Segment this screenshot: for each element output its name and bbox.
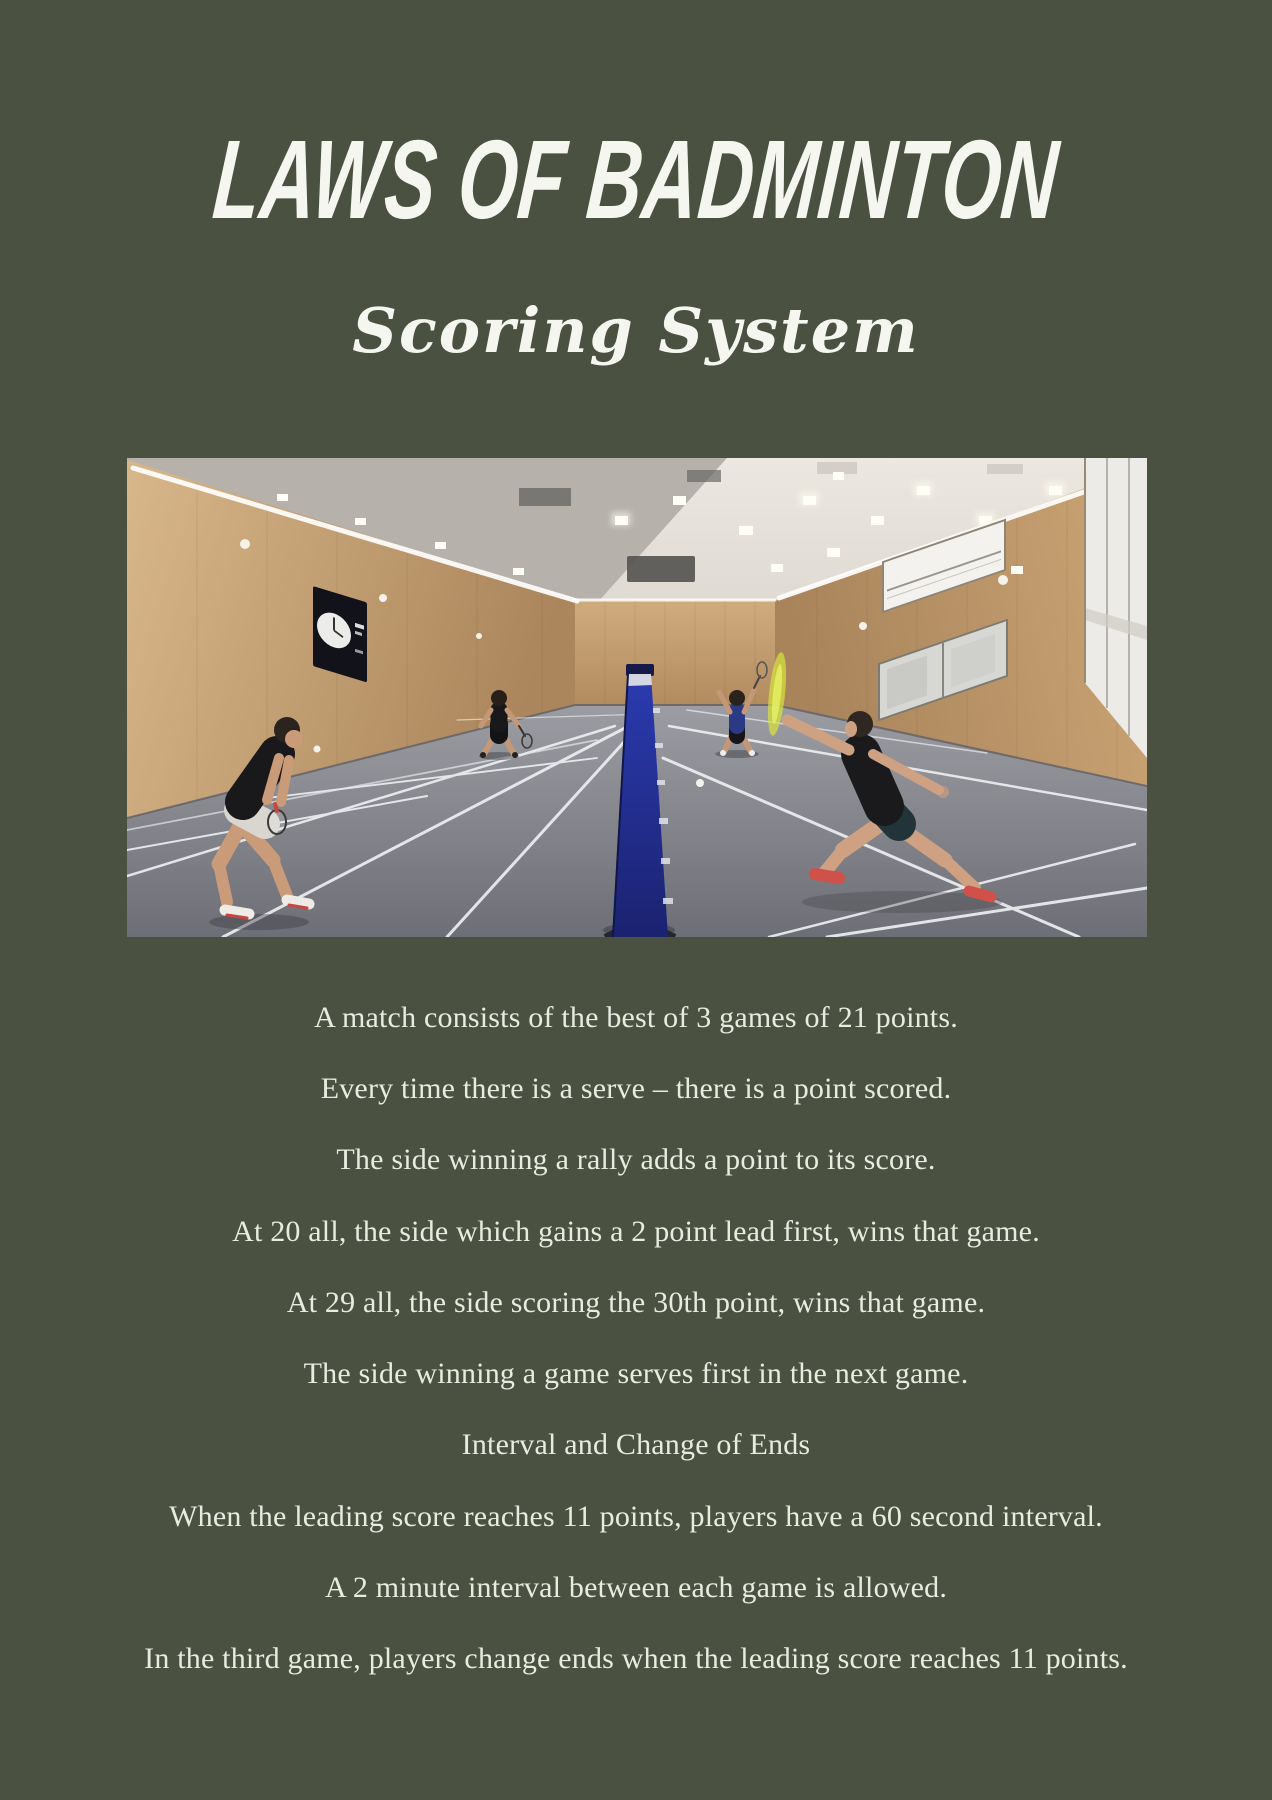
rule-line: At 29 all, the side scoring the 30th point, wins that game.	[286, 1285, 986, 1319]
rule-line: The side winning a rally adds a point to its score.	[336, 1143, 936, 1177]
page-subtitle: Scoring System	[352, 294, 920, 367]
ceiling-vent	[627, 556, 695, 582]
badminton-court-photo	[127, 458, 1147, 937]
page-title: LAWS OF BADMINTON	[208, 117, 1064, 242]
rule-line: Interval and Change of Ends	[461, 1428, 811, 1462]
rule-line: In the third game, players change ends when the leading score reaches 11 points.	[144, 1642, 1128, 1676]
rule-line: Every time there is a serve – there is a point scored.	[320, 1071, 952, 1105]
clock	[313, 586, 367, 683]
rule-line: The side winning a game serves first in the next game.	[303, 1357, 969, 1391]
rule-line: At 20 all, the side which gains a 2 point lead first, wins that game.	[232, 1214, 1040, 1248]
rule-line: A match consists of the best of 3 games of 21 points.	[314, 1000, 958, 1034]
back-wall	[575, 600, 775, 705]
rules-list	[46, 982, 1226, 1695]
rule-line: A 2 minute interval between each game is allowed.	[324, 1571, 948, 1605]
rule-line: When the leading score reaches 11 points, players have a 60 second interval.	[169, 1499, 1103, 1533]
